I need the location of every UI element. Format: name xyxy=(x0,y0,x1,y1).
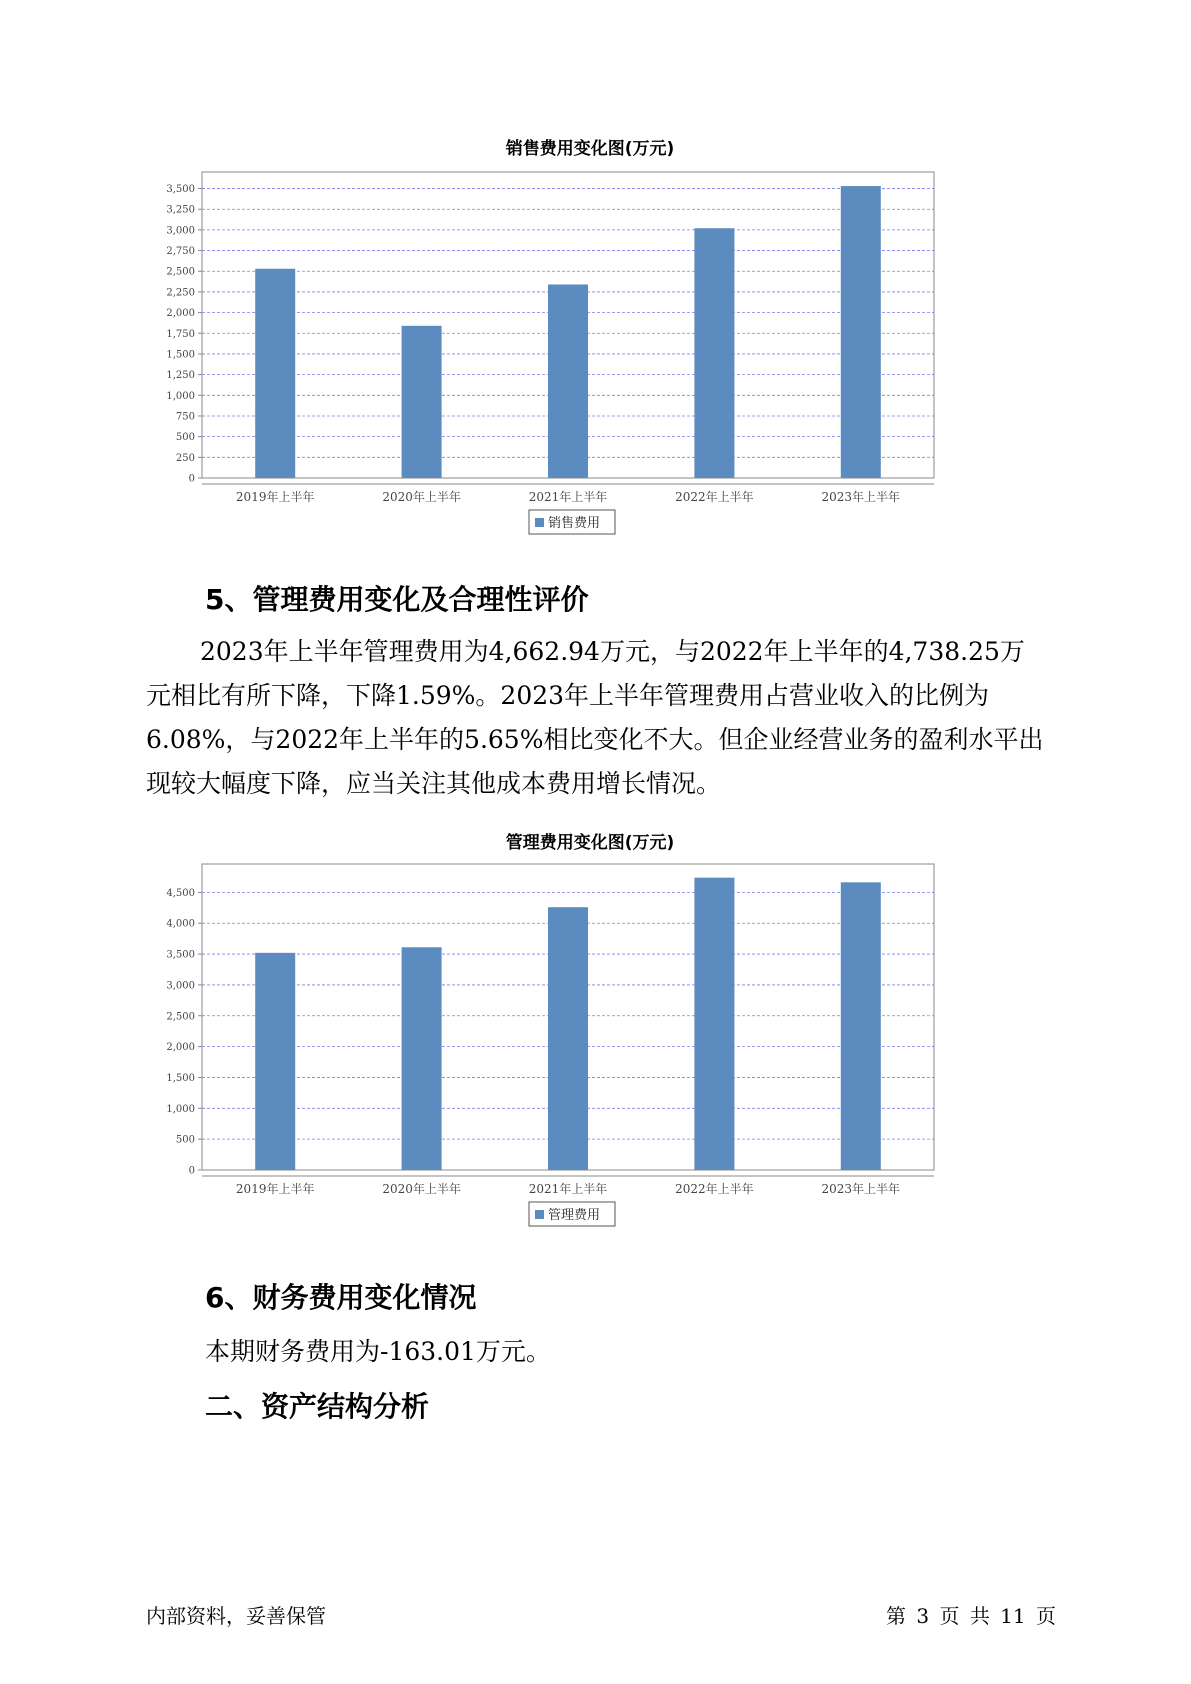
legend-swatch xyxy=(535,1210,544,1219)
section-5-heading: 5、管理费用变化及合理性评价 xyxy=(205,583,589,616)
bar xyxy=(255,269,295,478)
bar xyxy=(402,947,442,1170)
sales-expense-chart xyxy=(150,130,1030,550)
bar xyxy=(841,882,881,1170)
y-tick-label: 1,000 xyxy=(166,1103,195,1115)
y-tick-label: 1,000 xyxy=(166,390,195,402)
sales-expense-chart-svg xyxy=(150,162,1030,552)
bar xyxy=(255,953,295,1170)
y-tick-label: 2,000 xyxy=(166,1042,195,1054)
bar xyxy=(694,228,734,478)
x-tick-label: 2020年上半年 xyxy=(382,490,461,504)
y-tick-label: 2,750 xyxy=(166,246,195,258)
y-tick-label: 500 xyxy=(175,1134,195,1146)
y-tick-label: 1,500 xyxy=(166,349,195,361)
y-tick-label: 0 xyxy=(188,1165,195,1177)
chart-title: 管理费用变化图(万元) xyxy=(505,833,675,853)
bar xyxy=(402,326,442,478)
bar xyxy=(548,907,588,1170)
legend-label: 管理费用 xyxy=(548,1208,601,1223)
admin-expense-chart xyxy=(150,826,1030,1246)
section-6-heading: 6、财务费用变化情况 xyxy=(205,1281,477,1314)
x-tick-label: 2021年上半年 xyxy=(528,1182,608,1196)
y-tick-label: 3,500 xyxy=(166,949,195,961)
y-tick-label: 750 xyxy=(175,411,195,423)
bar xyxy=(548,284,588,478)
y-tick-label: 2,500 xyxy=(166,1011,195,1023)
y-tick-label: 4,500 xyxy=(166,887,195,899)
y-tick-label: 1,750 xyxy=(166,328,195,340)
finance-expense-text: 本期财务费用为-163.01万元。 xyxy=(205,1337,551,1366)
y-tick-label: 3,250 xyxy=(166,204,195,216)
y-tick-label: 3,000 xyxy=(166,980,195,992)
y-tick-label: 3,500 xyxy=(166,184,195,196)
y-tick-label: 1,250 xyxy=(166,370,195,382)
bar xyxy=(694,878,734,1170)
bar xyxy=(841,186,881,478)
x-tick-label: 2023年上半年 xyxy=(821,1182,901,1196)
y-tick-label: 1,500 xyxy=(166,1072,195,1084)
y-tick-label: 4,000 xyxy=(166,918,195,930)
y-tick-label: 2,250 xyxy=(166,287,195,299)
y-tick-label: 3,000 xyxy=(166,225,195,237)
legend-swatch xyxy=(535,518,544,527)
x-tick-label: 2020年上半年 xyxy=(382,1182,461,1196)
section-5-paragraph xyxy=(146,630,1046,806)
x-tick-label: 2019年上半年 xyxy=(235,490,315,504)
x-tick-label: 2019年上半年 xyxy=(235,1182,315,1196)
section-5-paragraph-text: 2023年上半年管理费用为4,662.94万元，与2022年上半年的4,738.25万元相比有所下降，下降1.59%。2023年上半年管理费用占营业收入的比例为6.08%，与2022年上半年的5.65%相比变化不大。但企业经营业务的盈利水平出现较大幅度下降，应当关注其他成本费用增长情况。 xyxy=(146,637,1044,798)
y-tick-label: 500 xyxy=(175,432,195,444)
y-tick-label: 2,500 xyxy=(166,266,195,278)
x-tick-label: 2022年上半年 xyxy=(675,1182,754,1196)
x-tick-label: 2021年上半年 xyxy=(528,490,608,504)
x-tick-label: 2022年上半年 xyxy=(675,490,754,504)
x-tick-label: 2023年上半年 xyxy=(821,490,901,504)
y-tick-label: 0 xyxy=(188,473,195,485)
y-tick-label: 250 xyxy=(175,452,195,464)
footer-page-number: 第 3 页 共 11 页 xyxy=(886,1604,1056,1628)
footer-confidential: 内部资料，妥善保管 xyxy=(146,1604,326,1628)
y-tick-label: 2,000 xyxy=(166,308,195,320)
admin-expense-chart-svg xyxy=(150,854,1030,1244)
section-two-heading: 二、资产结构分析 xyxy=(205,1390,430,1423)
chart-title: 销售费用变化图(万元) xyxy=(505,139,675,159)
legend-label: 销售费用 xyxy=(548,516,601,531)
